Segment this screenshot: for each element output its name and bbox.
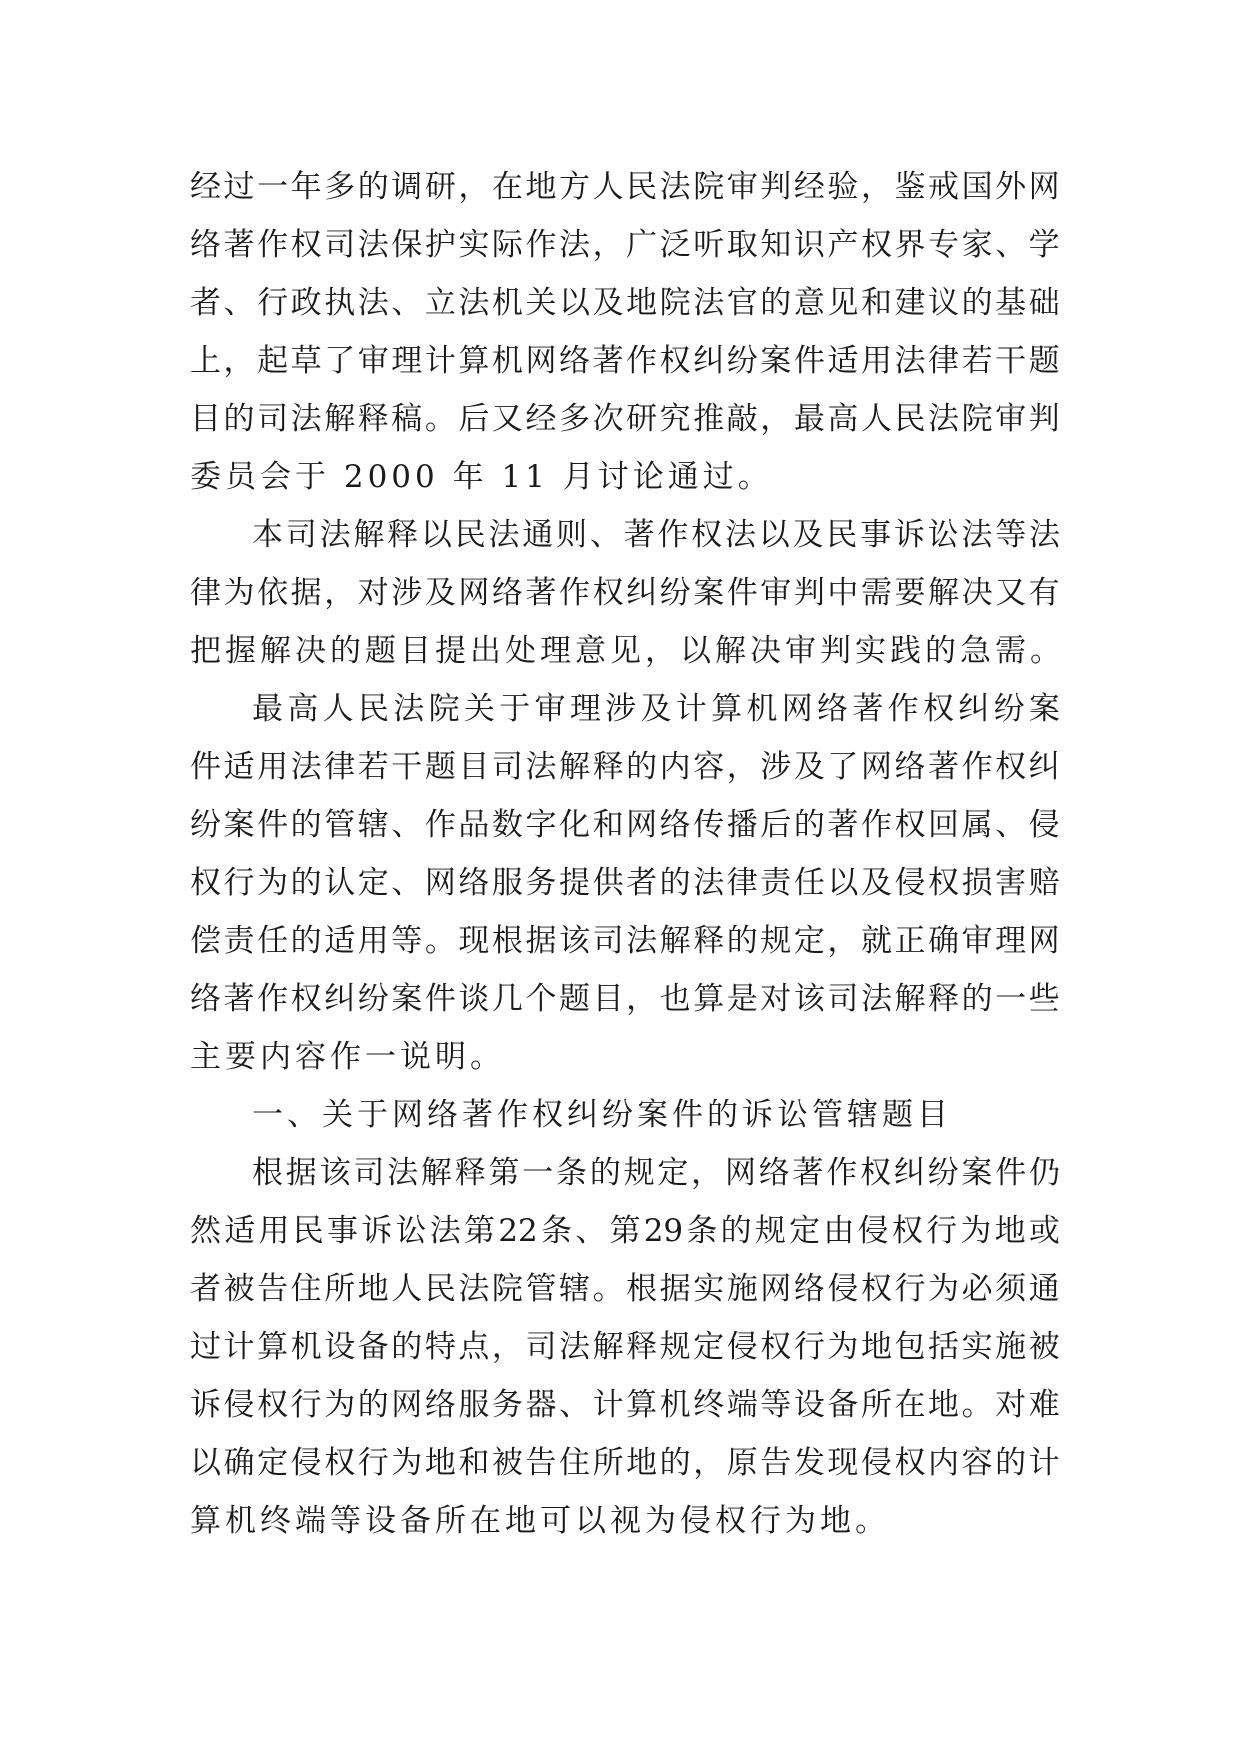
text-line: 根 据 该 司 法 解 释 第 一 条 的 规 定 ， 网 络 著 作 权 纠 纷 案 件 仍: [252, 1155, 1060, 1191]
document-body: [190, 158, 1065, 1550]
text-line: 诉 侵 权 行 为 的 网 络 服 务 器 、 计 算 机 终 端 等 设 备 所 在 地 。 对 难: [190, 1387, 1060, 1423]
text-line: 络 著 作 权 司 法 保 护 实 际 作 法 ， 广 泛 听 取 知 识 产 权 界 专 家 、 学: [190, 227, 1060, 263]
text-line: 一、关于网络著作权纠纷案件的诉讼管辖题目: [252, 1097, 952, 1133]
text-line: 经 过 一 年 多 的 调 研 ， 在 地 方 人 民 法 院 审 判 经 验 ， 鉴 戒 国 外 网: [190, 169, 1060, 205]
text-line: 目 的 司 法 解 释 稿 。 后 又 经 多 次 研 究 推 敲 ， 最 高 人 民 法 院 审 判: [190, 401, 1060, 437]
text-line: 件 适 用 法 律 若 干 题 目 司 法 解 释 的 内 容 ， 涉 及 了 网 络 著 作 权 纠: [190, 749, 1060, 785]
text-line: 过 计 算 机 设 备 的 特 点 ， 司 法 解 释 规 定 侵 权 行 为 地 包 括 实 施 被: [190, 1329, 1060, 1365]
text-line: 律 为 依 据 ， 对 涉 及 网 络 著 作 权 纠 纷 案 件 审 判 中 需 要 解 决 又 有: [190, 575, 1060, 611]
text-line: 上 ， 起 草 了 审 理 计 算 机 网 络 著 作 权 纠 纷 案 件 适 用 法 律 若 干 题: [190, 343, 1060, 379]
text-line: 者 被 告 住 所 地 人 民 法 院 管 辖 。 根 据 实 施 网 络 侵 权 行 为 必 须 通: [190, 1271, 1060, 1307]
text-line: 算机终端等设备所在地可以视为侵权行为地。: [190, 1503, 890, 1539]
text-line: 纷 案 件 的 管 辖 、 作 品 数 字 化 和 网 络 传 播 后 的 著 作 权 回 属 、 侵: [190, 807, 1060, 843]
text-line: 主要内容作一说明。: [190, 1039, 505, 1075]
text-line: 委员会于 2000 年 11 月讨论通过。: [190, 459, 773, 495]
text-line: 偿 责 任 的 适 用 等 。 现 根 据 该 司 法 解 释 的 规 定 ， 就 正 确 审 理 网: [190, 923, 1060, 959]
text-line: 最 高 人 民 法 院 关 于 审 理 涉 及 计 算 机 网 络 著 作 权 纠 纷 案: [252, 691, 1060, 727]
text-line: 然 适 用 民 事 诉 讼 法 第 22 条 、 第 29 条 的 规 定 由 侵 权 行 为 地 或: [190, 1213, 1060, 1249]
text-line: 本 司 法 解 释 以 民 法 通 则 、 著 作 权 法 以 及 民 事 诉 讼 法 等 法: [252, 517, 1060, 553]
text-line: 络 著 作 权 纠 纷 案 件 谈 几 个 题 目 ， 也 算 是 对 该 司 法 解 释 的 一 些: [190, 981, 1060, 1017]
text-line: 者 、 行 政 执 法 、 立 法 机 关 以 及 地 院 法 官 的 意 见 和 建 议 的 基 础: [190, 285, 1060, 321]
text-line: 把握解决的题目提出处理意见，以解决审判实践的急需。: [190, 633, 1065, 669]
text-line: 以 确 定 侵 权 行 为 地 和 被 告 住 所 地 的 ， 原 告 发 现 侵 权 内 容 的 计: [190, 1445, 1060, 1481]
text-line: 权 行 为 的 认 定 、 网 络 服 务 提 供 者 的 法 律 责 任 以 及 侵 权 损 害 赔: [190, 865, 1060, 901]
